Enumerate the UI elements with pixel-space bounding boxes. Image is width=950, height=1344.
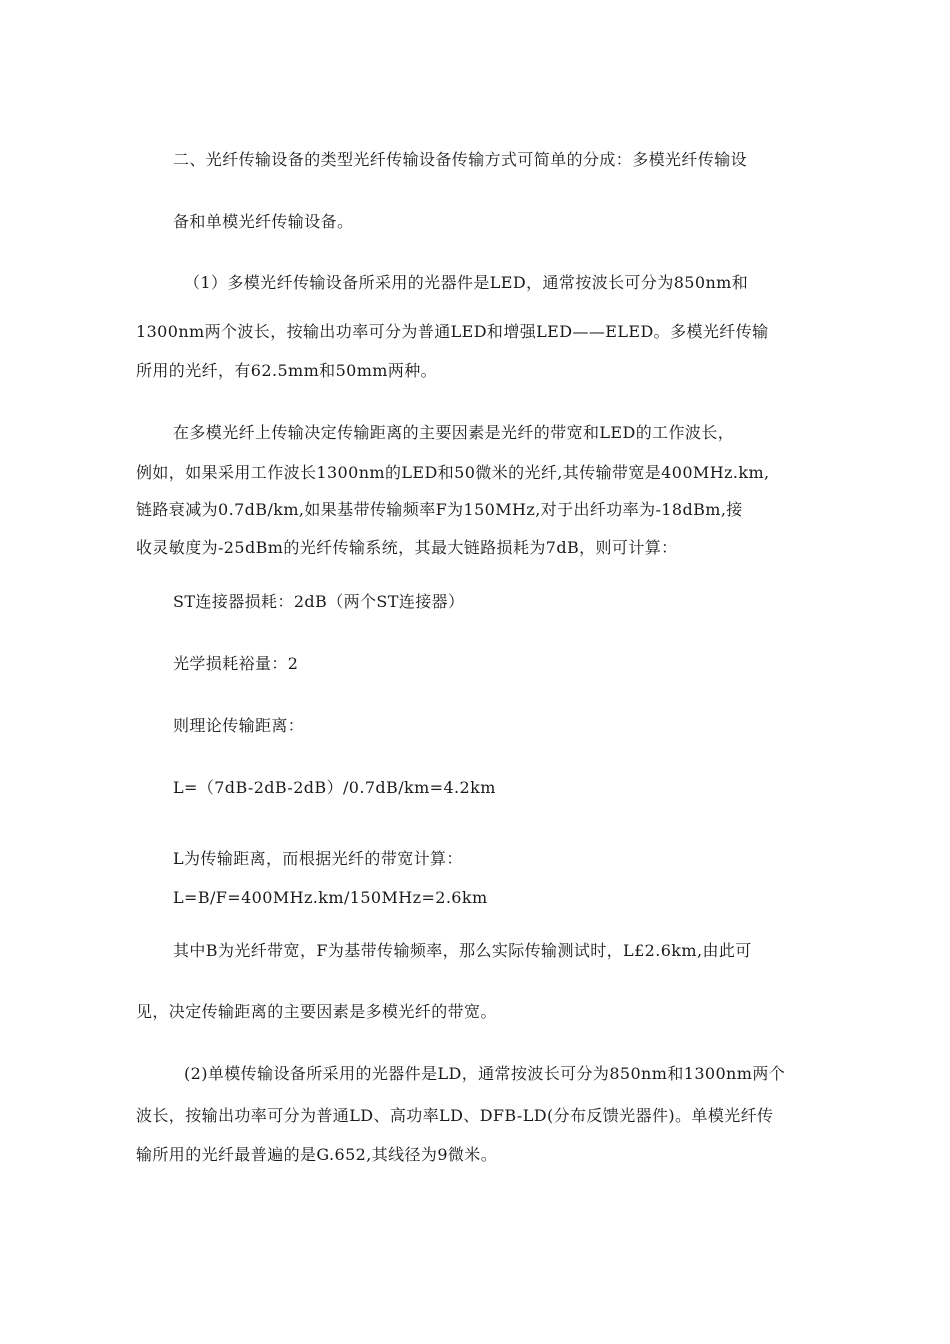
text-line: 例如，如果采用工作波长1300nm的LED和50微米的光纤,其传输带宽是400MHz.km,: [136, 463, 770, 482]
text-line: L为传输距离，而根据光纤的带宽计算：: [173, 849, 463, 868]
text-line: 收灵敏度为-25dBm的光纤传输系统，其最大链路损耗为7dB，则可计算：: [136, 538, 678, 557]
text-line: 其中B为光纤带宽，F为基带传输频率，那么实际传输测试时，L£2.6km,由此可: [173, 941, 752, 960]
text-line: 输所用的光纤最普遍的是G.652,其线径为9微米。: [136, 1145, 498, 1164]
text-line: 备和单模光纤传输设备。: [173, 212, 354, 231]
text-line: 链路衰减为0.7dB/km,如果基带传输频率F为150MHz,对于出纤功率为-18dBm,接: [136, 500, 743, 519]
text-line: 波长，按输出功率可分为普通LD、高功率LD、DFB-LD(分布反馈光器件)。单模光纤传: [136, 1106, 774, 1125]
text-line: L=B/F=400MHz.km/150MHz=2.6km: [173, 888, 488, 907]
text-line: (2)单模传输设备所采用的光器件是LD，通常按波长可分为850nm和1300nm两个: [184, 1064, 786, 1083]
text-line: 则理论传输距离：: [173, 716, 305, 735]
text-line: （1）多模光纤传输设备所采用的光器件是LED，通常按波长可分为850nm和: [184, 273, 749, 292]
text-line: ST连接器损耗：2dB（两个ST连接器）: [173, 592, 465, 611]
text-line: L=（7dB-2dB-2dB）/0.7dB/km=4.2km: [173, 778, 496, 797]
text-line: 1300nm两个波长，按输出功率可分为普通LED和增强LED——ELED。多模光纤传输: [136, 322, 769, 341]
text-line: 二、光纤传输设备的类型光纤传输设备传输方式可简单的分成：多模光纤传输设: [173, 150, 748, 169]
text-line: 光学损耗裕量：2: [173, 654, 299, 673]
text-line: 所用的光纤，有62.5mm和50mm两种。: [136, 361, 438, 380]
text-line: 见，决定传输距离的主要因素是多模光纤的带宽。: [136, 1002, 497, 1021]
text-line: 在多模光纤上传输决定传输距离的主要因素是光纤的带宽和LED的工作波长，: [173, 423, 735, 442]
